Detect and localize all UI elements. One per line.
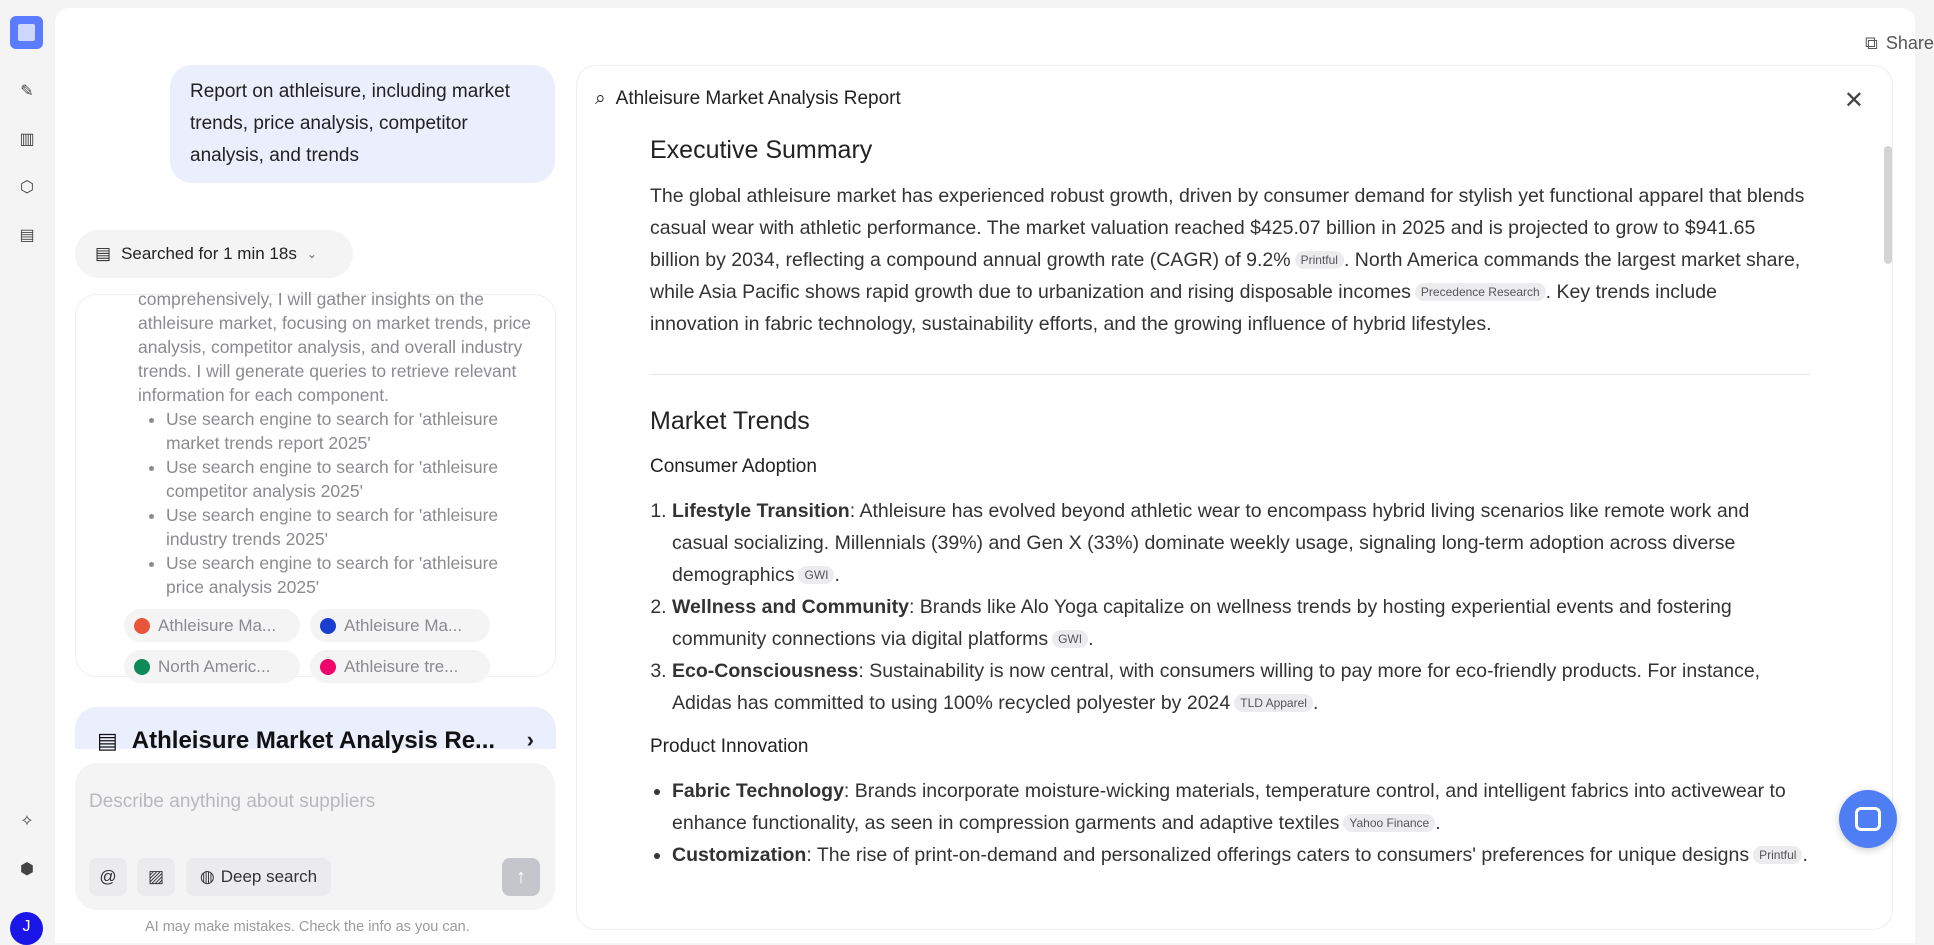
- document-icon[interactable]: ▤: [19, 227, 35, 244]
- send-button[interactable]: ↑: [502, 858, 540, 896]
- consumer-list: [650, 495, 1810, 719]
- section-heading: Market Trends: [650, 407, 810, 435]
- citation-badge[interactable]: Printful: [1295, 251, 1344, 269]
- chat-icon: [1855, 807, 1881, 831]
- message-input[interactable]: [89, 791, 529, 813]
- source-chip[interactable]: [124, 609, 300, 642]
- item-title: Customization: [672, 844, 807, 866]
- item-title: Lifestyle Transition: [672, 500, 850, 522]
- item-title: Fabric Technology: [672, 780, 844, 802]
- avatar[interactable]: J: [10, 912, 43, 945]
- report-panel: [576, 65, 1893, 930]
- list-item: • Fabric Technology: Brands incorporate moisture-wicking materials, temperature control, and intelligent fabrics into activewear to enhance functionality, as seen in compression garments and adaptive textiles Yahoo Finance .: [672, 775, 1810, 839]
- search-sparkle-icon: ⌕: [595, 88, 606, 109]
- item-title: Wellness and Community: [672, 596, 909, 618]
- chevron-right-icon: ›: [526, 727, 534, 752]
- left-rail: [0, 0, 55, 935]
- thinking-steps: [138, 407, 538, 599]
- thinking-text: comprehensively, I will gather insights on the athleisure market, focusing on market trends, price analysis, competitor analysis, and overall industry trends. I will generate queries to retrieve relevant information for each component.: [138, 289, 531, 405]
- source-label: Athleisure tre...: [344, 656, 459, 676]
- disclaimer: AI may make mistakes. Check the info as you can.: [145, 919, 470, 935]
- source-label: Athleisure Ma...: [158, 615, 277, 635]
- item-text: : Brands incorporate moisture-wicking materials, temperature control, and intelligent fabrics into activewear to enhance functionality, as seen in compression garments and adaptive textiles: [672, 780, 1786, 834]
- list-item: 3. Eco-Consciousness: Sustainability is now central, with consumers willing to pay more for eco-friendly products. For instance, Adidas has committed to using 100% recycled polyester by 2024 TLD Apparel .: [672, 655, 1810, 719]
- citation-badge[interactable]: TLD Apparel: [1234, 694, 1313, 712]
- product-list: [650, 775, 1810, 871]
- new-chat-icon[interactable]: ✎: [20, 83, 34, 100]
- subsection-heading: Product Innovation: [650, 736, 809, 757]
- citation-badge[interactable]: Precedence Research: [1415, 283, 1546, 301]
- text: . Key trends include innovation in fabric technology, sustainability efforts, and the growing influence of hybrid lifestyles.: [650, 281, 1717, 335]
- mention-button[interactable]: @: [89, 858, 127, 896]
- citation-badge[interactable]: Yahoo Finance: [1343, 814, 1435, 832]
- item-text: : Brands like Alo Yoga capitalize on wellness trends by hosting experiential events and fostering community connections via digital platforms: [672, 596, 1732, 650]
- chat-input-box: [75, 763, 555, 910]
- source-label: Athleisure Ma...: [344, 615, 463, 635]
- text: The global athleisure market has experienced robust growth, driven by consumer demand for stylish yet functional apparel that blends casual wear with athletic performance. The market valuation reached $425.07 billion in 2025 and is projected to grow to $941.65 billion by 2034, reflecting a compound annual growth rate (CAGR) of 9.2%: [650, 185, 1805, 271]
- source-label: North Americ...: [158, 656, 271, 676]
- sparkle-icon[interactable]: ✧: [20, 813, 34, 830]
- buildings-icon[interactable]: ▥: [19, 131, 35, 148]
- search-doc-icon: ▤: [95, 244, 112, 263]
- item-text: : The rise of print-on-demand and personalized offerings caters to consumers' preferences for unique designs: [806, 844, 1750, 866]
- divider: [650, 374, 1810, 375]
- source-chip[interactable]: [310, 609, 490, 642]
- list-item: 1. Lifestyle Transition: Athleisure has evolved beyond athletic wear to encompass hybrid living scenarios like remote work and casual socializing. Millennials (39%) and Gen X (33%) dominate weekly usage, signaling long-term adoption across diverse demographics GWI .: [672, 495, 1810, 591]
- citation-badge[interactable]: GWI: [1052, 630, 1088, 648]
- deep-search-button[interactable]: [186, 858, 331, 896]
- section-heading: Executive Summary: [650, 136, 873, 164]
- share-label: Share: [1885, 33, 1934, 53]
- globe-search-icon: ◍: [199, 867, 215, 886]
- step-item: • Use search engine to search for 'athleisure competitor analysis 2025': [166, 455, 538, 503]
- report-card-title: Athleisure Market Analysis Re...: [131, 727, 496, 754]
- item-text: : Athleisure has evolved beyond athletic wear to encompass hybrid living scenarios like remote work and casual socializing. Millennials (39%) and Gen X (33%) dominate weekly usage, signaling long-term adoption across diverse demographics: [672, 500, 1750, 586]
- source-favicon-icon: [134, 618, 150, 634]
- app-logo[interactable]: [10, 16, 43, 49]
- citation-badge[interactable]: GWI: [798, 566, 834, 584]
- step-item: • Use search engine to search for 'athleisure price analysis 2025': [166, 551, 538, 599]
- exec-summary: [650, 180, 1810, 340]
- image-upload-button[interactable]: ▨: [137, 858, 175, 896]
- source-chip[interactable]: [124, 650, 300, 683]
- item-text: : Sustainability is now central, with consumers willing to pay more for eco-friendly products. For instance, Adidas has committed to using 100% recycled polyester by 2024: [672, 660, 1761, 714]
- scrollbar[interactable]: [1884, 146, 1892, 264]
- user-message: Report on athleisure, including market trends, price analysis, competitor analysis, and trends: [170, 65, 555, 183]
- share-icon: ⧉: [1865, 33, 1878, 53]
- share-button[interactable]: [1865, 33, 1934, 54]
- box-icon[interactable]: ⬡: [20, 179, 34, 196]
- step-item: • Use search engine to search for 'athleisure industry trends 2025': [166, 503, 538, 551]
- source-favicon-icon: [320, 618, 336, 634]
- thinking-panel[interactable]: [75, 289, 556, 677]
- chevron-down-icon: ⌄: [306, 247, 317, 261]
- text: . North America commands the largest market share, while Asia Pacific shows rapid growth due to urbanization and rising disposable incomes: [650, 249, 1801, 303]
- deep-search-label: Deep search: [220, 867, 318, 886]
- search-status-label: Searched for 1 min 18s: [121, 244, 297, 263]
- report-icon: ▤: [97, 728, 118, 753]
- step-item: • Use search engine to search for 'athleisure market trends report 2025': [166, 407, 538, 455]
- report-card[interactable]: [75, 707, 556, 754]
- source-favicon-icon: [134, 659, 150, 675]
- close-icon[interactable]: ✕: [1843, 87, 1864, 114]
- source-chip[interactable]: [310, 650, 490, 683]
- panel-title: Athleisure Market Analysis Report: [615, 88, 901, 109]
- settings-icon[interactable]: ⬢: [20, 861, 34, 878]
- list-item: • Customization: The rise of print-on-demand and personalized offerings caters to consumers' preferences for unique designs Printful .: [672, 839, 1810, 871]
- support-chat-button[interactable]: [1839, 790, 1897, 848]
- list-item: 2. Wellness and Community: Brands like Alo Yoga capitalize on wellness trends by hosting experiential events and fostering community connections via digital platforms GWI .: [672, 591, 1810, 655]
- item-title: Eco-Consciousness: [672, 660, 859, 682]
- citation-badge[interactable]: Printful: [1753, 846, 1802, 864]
- subsection-heading: Consumer Adoption: [650, 456, 817, 477]
- source-favicon-icon: [320, 659, 336, 675]
- search-status-toggle[interactable]: [75, 230, 353, 278]
- report-content: [650, 126, 1810, 883]
